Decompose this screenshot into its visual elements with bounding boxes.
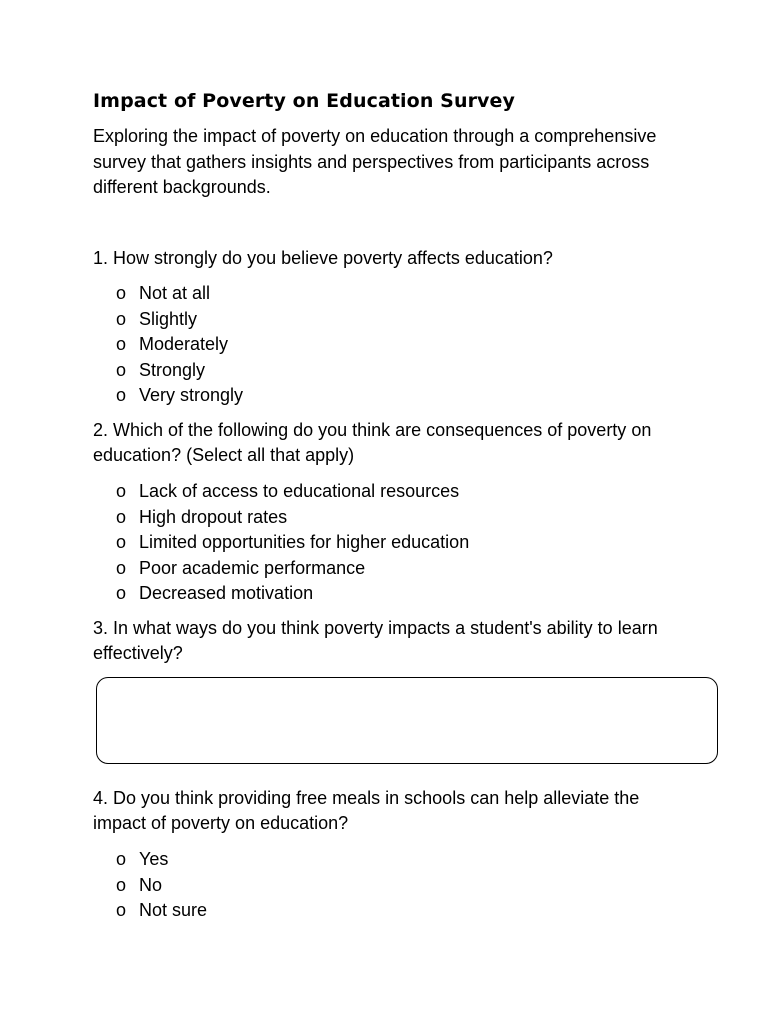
option-label: Not sure [139,900,208,921]
option-yes[interactable] [93,847,733,873]
question-4-options [93,847,733,924]
question-1-options [93,281,733,409]
radio-circle-icon[interactable]: o [116,900,127,921]
survey-title: Impact of Poverty on Education Survey [93,90,515,112]
option-label: No [139,874,163,895]
question-4-text: 4. Do you think providing free meals in schools can help alleviate the impact of poverty on education? [93,787,640,834]
option-lack-of-access[interactable] [93,479,733,505]
question-2-text: 2. Which of the following do you think are consequences of poverty on education? (Select all that apply) [93,419,652,466]
question-2-options [93,479,733,607]
radio-circle-icon[interactable]: o [116,359,127,380]
radio-circle-icon[interactable]: o [116,334,127,355]
radio-circle-icon[interactable]: o [116,874,127,895]
checkbox-circle-icon[interactable]: o [116,532,127,553]
option-no[interactable] [93,873,733,899]
option-poor-academic-performance[interactable] [93,556,733,582]
option-label: Slightly [139,308,198,329]
option-very-strongly[interactable] [93,383,733,409]
question-3-text: 3. In what ways do you think poverty impacts a student's ability to learn effectively? [93,617,658,664]
checkbox-circle-icon[interactable]: o [116,480,127,501]
option-label: Lack of access to educational resources [139,480,460,501]
checkbox-circle-icon[interactable]: o [116,506,127,527]
option-label: Very strongly [139,385,244,406]
option-label: Poor academic performance [139,557,366,578]
option-strongly[interactable] [93,358,733,384]
option-not-at-all[interactable] [93,281,733,307]
radio-circle-icon[interactable]: o [116,848,127,869]
option-label: Decreased motivation [139,583,314,604]
option-slightly[interactable] [93,307,733,333]
option-moderately[interactable] [93,332,733,358]
option-label: Not at all [139,283,211,303]
option-label: Limited opportunities for higher education [139,532,470,553]
option-label: High dropout rates [139,506,288,527]
option-decreased-motivation[interactable] [93,581,733,607]
option-label: Moderately [139,334,229,355]
question-1-text: 1. How strongly do you believe poverty affects education? [93,247,553,268]
radio-circle-icon[interactable]: o [116,385,127,406]
survey-page [93,88,733,933]
option-high-dropout-rates[interactable] [93,505,733,531]
checkbox-circle-icon[interactable]: o [116,583,127,604]
radio-circle-icon[interactable]: o [116,308,127,329]
option-label: Strongly [139,359,206,380]
checkbox-circle-icon[interactable]: o [116,557,127,578]
option-label: Yes [139,848,169,869]
question-3-answer-field[interactable] [96,677,718,764]
option-limited-opportunities[interactable] [93,530,733,556]
survey-intro: Exploring the impact of poverty on education through a comprehensive survey that gathers insights and perspectives from participants across different backgrounds. [93,126,657,197]
radio-circle-icon[interactable]: o [116,283,127,303]
option-not-sure[interactable] [93,898,733,924]
